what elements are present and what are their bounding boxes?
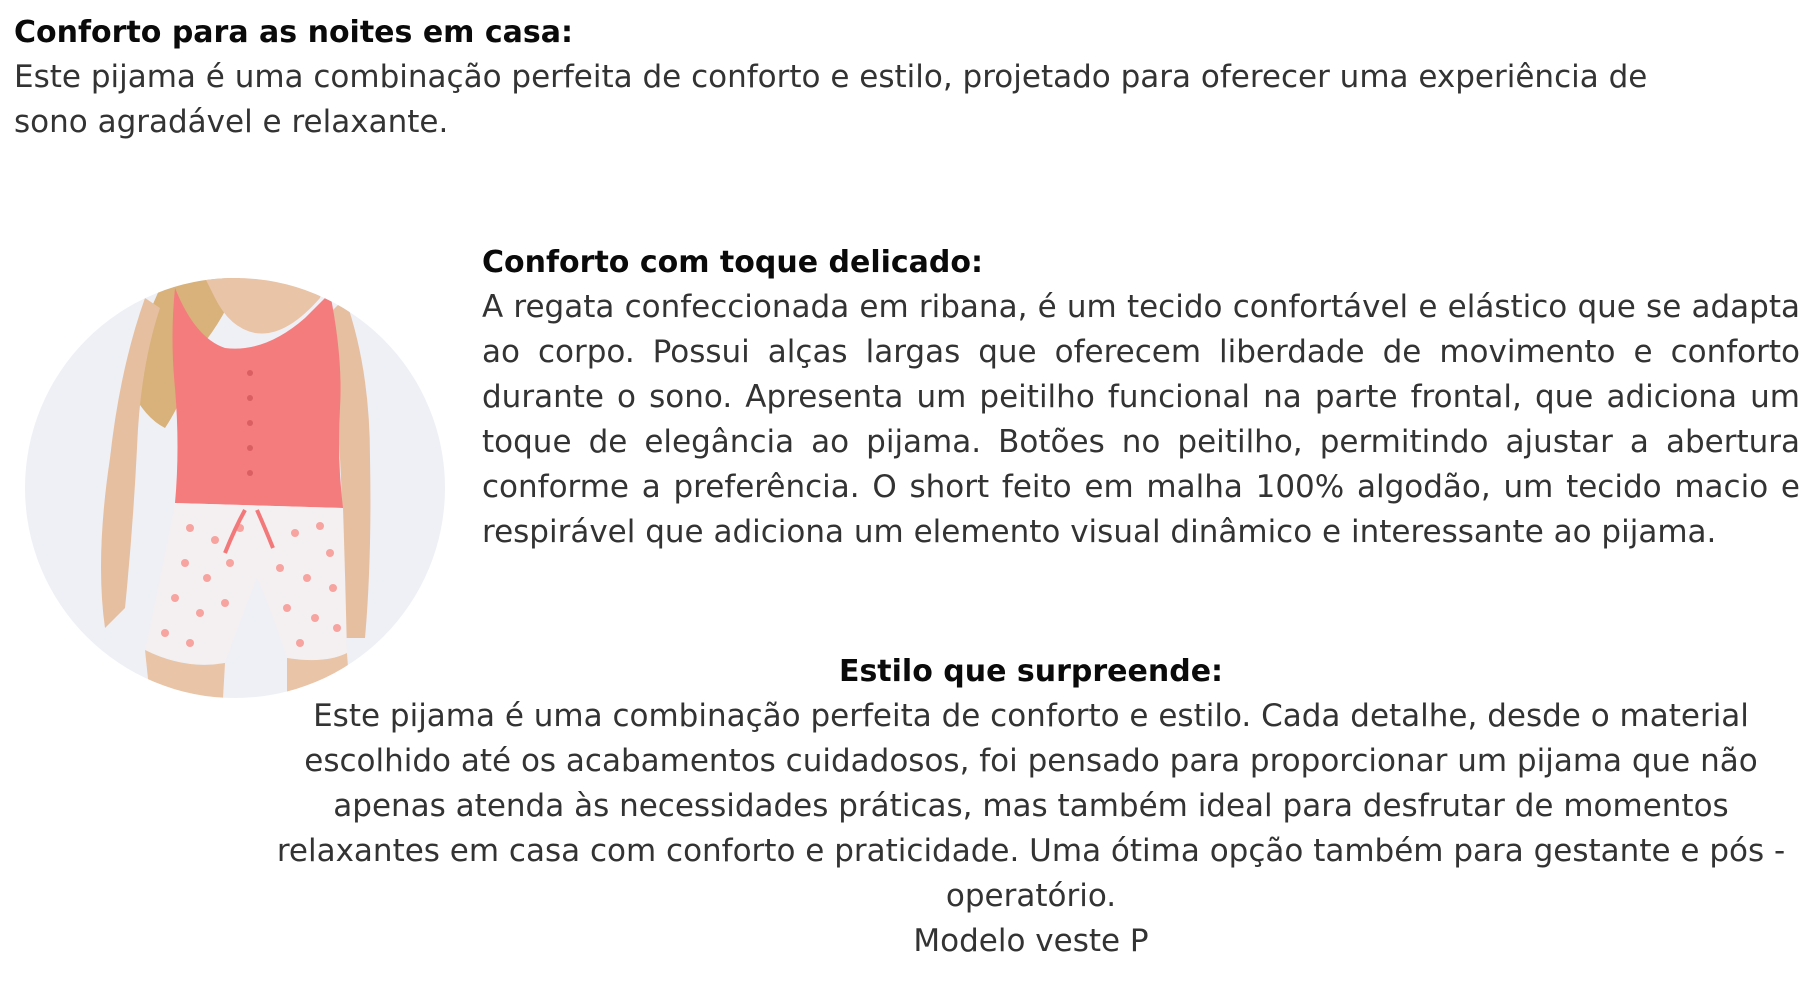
pajama-model-illustration bbox=[25, 278, 445, 698]
section-comfort-text: A regata confeccionada em ribana, é um tecido confortável e elástico que se adapta ao corpo. Possui alças largas que oferecem liberdade de movimento e conforto durante o sono. Apresenta um peitilho funcional na parte frontal, que adiciona um toque de elegância ao pijama. Botões no peitilho, permitindo ajustar a abertura conforme a preferência. O short feito em malha 100% algodão, um tecido macio e respirável que adiciona um elemento visual dinâmico e interessante ao pijama. bbox=[482, 289, 1800, 550]
model-size-note: Modelo veste P bbox=[913, 923, 1149, 959]
section-intro-heading: Conforto para as noites em casa: bbox=[14, 15, 573, 50]
section-comfort-heading: Conforto com toque delicado: bbox=[482, 245, 984, 280]
section-style bbox=[262, 652, 1800, 964]
section-comfort bbox=[482, 243, 1800, 555]
product-photo bbox=[25, 278, 445, 698]
section-intro bbox=[14, 13, 1704, 145]
section-intro-text: Este pijama é uma combinação perfeita de conforto e estilo, projetado para oferecer uma experiência de sono agradável e relaxante. bbox=[14, 59, 1648, 140]
section-style-body: Este pijama é uma combinação perfeita de conforto e estilo. Cada detalhe, desde o material escolhido até os acabamentos cuidadosos, foi pensado para proporcionar um pijama que não apenas atenda às necessidades práticas, mas também ideal para desfrutar de momentos relaxantes em casa com conforto e praticidade. Uma ótima opção também para gestante e pós - operatório. bbox=[276, 698, 1786, 914]
section-style-heading: Estilo que surpreende: bbox=[838, 654, 1224, 689]
section-style-text bbox=[262, 694, 1800, 964]
